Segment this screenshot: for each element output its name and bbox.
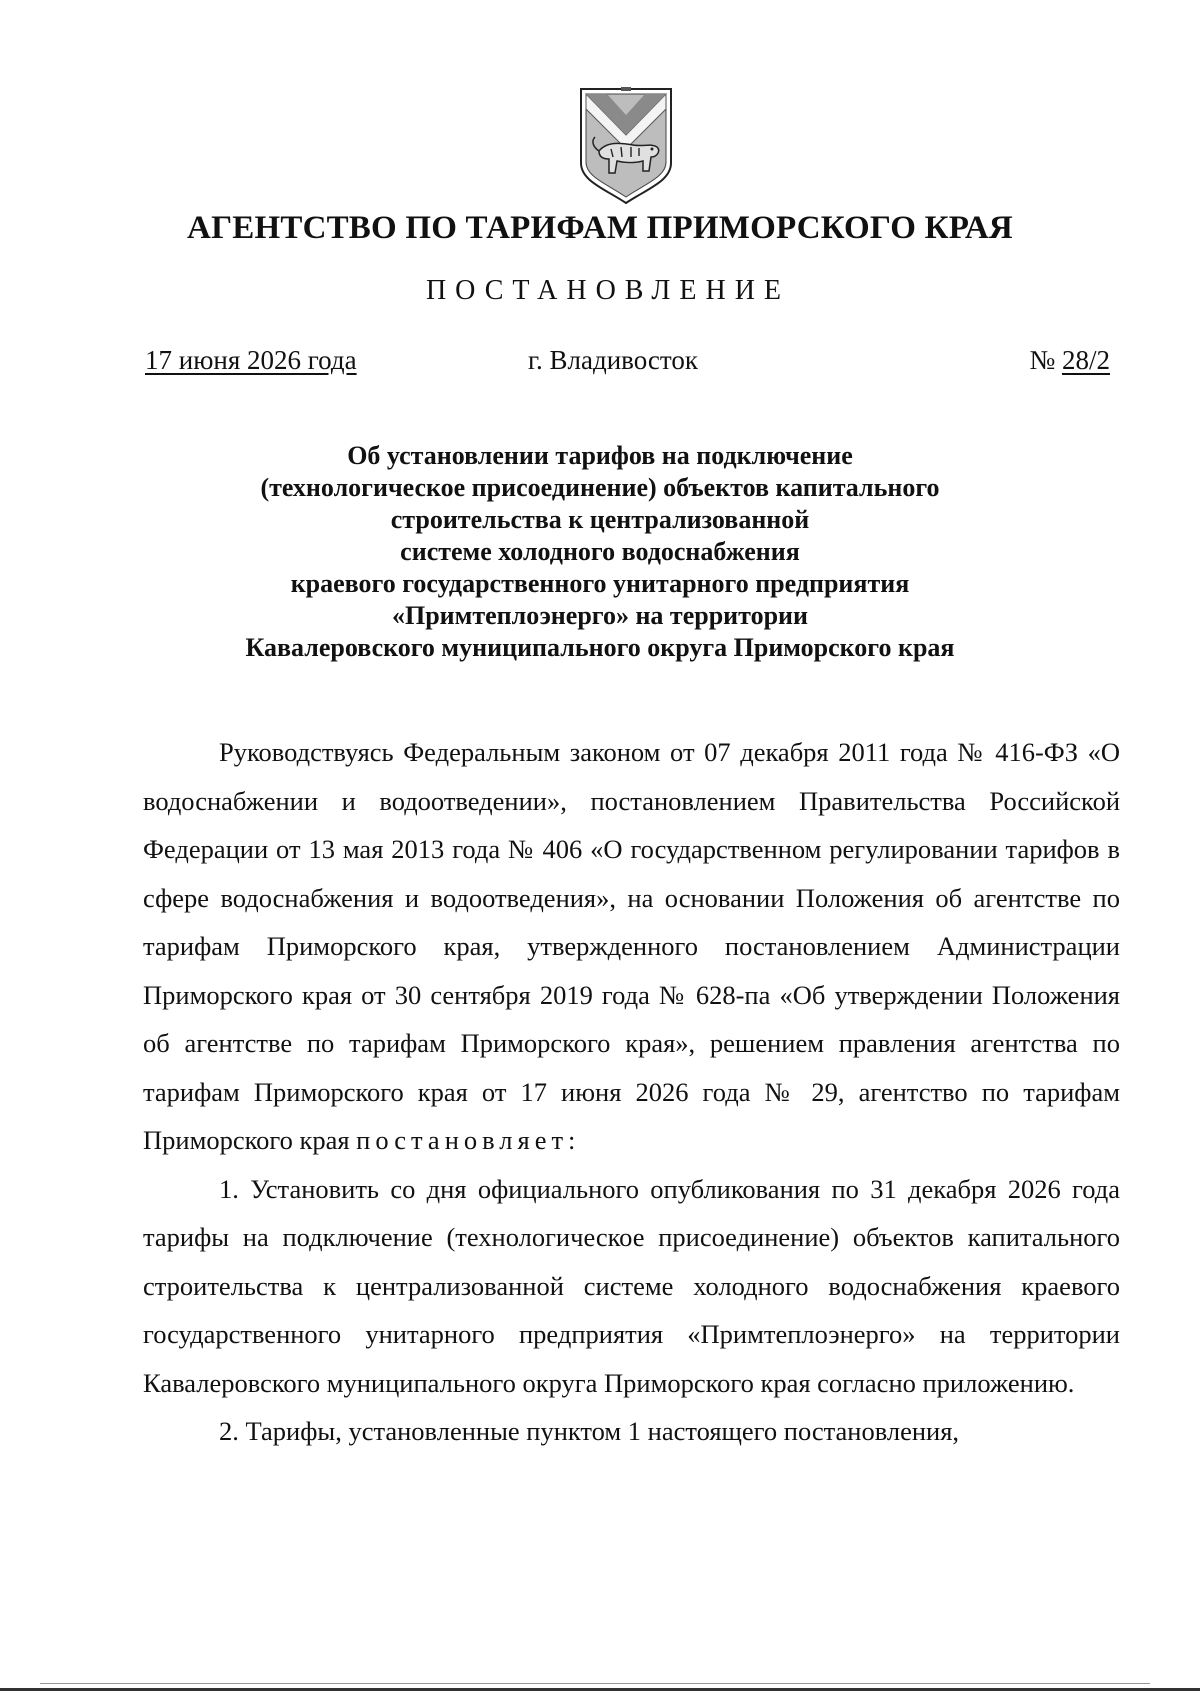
title-line: Кавалеровского муниципального округа Приморского края [245, 633, 955, 662]
document-date: 17 июня 2026 года [145, 345, 357, 375]
document-type: ПОСТАНОВЛЕНИЕ [425, 275, 791, 306]
page-bottom-border [0, 1688, 1200, 1691]
agency-name: АГЕНТСТВО ПО ТАРИФАМ ПРИМОРСКОГО КРАЯ [187, 210, 1013, 246]
number-value: 28/2 [1061, 345, 1110, 375]
preamble-text: Руководствуясь Федеральным законом от 07 декабря 2011 года № 416-ФЗ «О водоснабжении и водоотведении», постановлением Правительства Российской Федерации от 13 мая 2013 года № 406 «О государственном регулировании тарифов в сфере водоснабжения и водоотведения», на основании Положения об агентстве по тарифам Приморского края, утвержденного постановлением Администрации Приморского края от 30 сентября 2019 года № 628-па «Об утверждении Положения об агентстве по тарифам Приморского края», решением правления агентства по тарифам Приморского края от 17 июня 2026 года № 29, агентство по тарифам Приморского края [143, 737, 1120, 1155]
coat-of-arms-emblem [577, 85, 675, 205]
preamble-paragraph [143, 728, 1120, 1165]
clause-1-paragraph: 1. Установить со дня официального опубликования по 31 декабря 2026 года тарифы на подключение (технологическое присоединение) объектов капитального строительства к централизованной системе холодного водоснабжения краевого государственного унитарного предприятия «Примтеплоэнерго» на территории Кавалеровского муниципального округа Приморского края согласно приложению. [143, 1173, 1120, 1398]
title-line: Об установлении тарифов на подключение [347, 441, 853, 470]
title-line: (технологическое присоединение) объектов капитального [260, 473, 940, 502]
title-line: строительства к централизованной [390, 505, 810, 534]
document-title [0, 440, 1200, 664]
title-line: системе холодного водоснабжения [400, 537, 800, 566]
document-number [1029, 345, 1110, 376]
document-body [143, 728, 1120, 1456]
title-line: краевого государственного унитарного предприятия [290, 569, 910, 598]
scan-edge-line [40, 1683, 1150, 1684]
clause-2-paragraph: 2. Тарифы, установленные пунктом 1 настоящего постановления, [219, 1416, 960, 1446]
number-sign: № [1029, 345, 1056, 375]
document-city: г. Владивосток [528, 345, 698, 375]
title-line: «Примтеплоэнерго» на территории [392, 601, 808, 630]
decree-word: постановляет: [356, 1125, 581, 1155]
